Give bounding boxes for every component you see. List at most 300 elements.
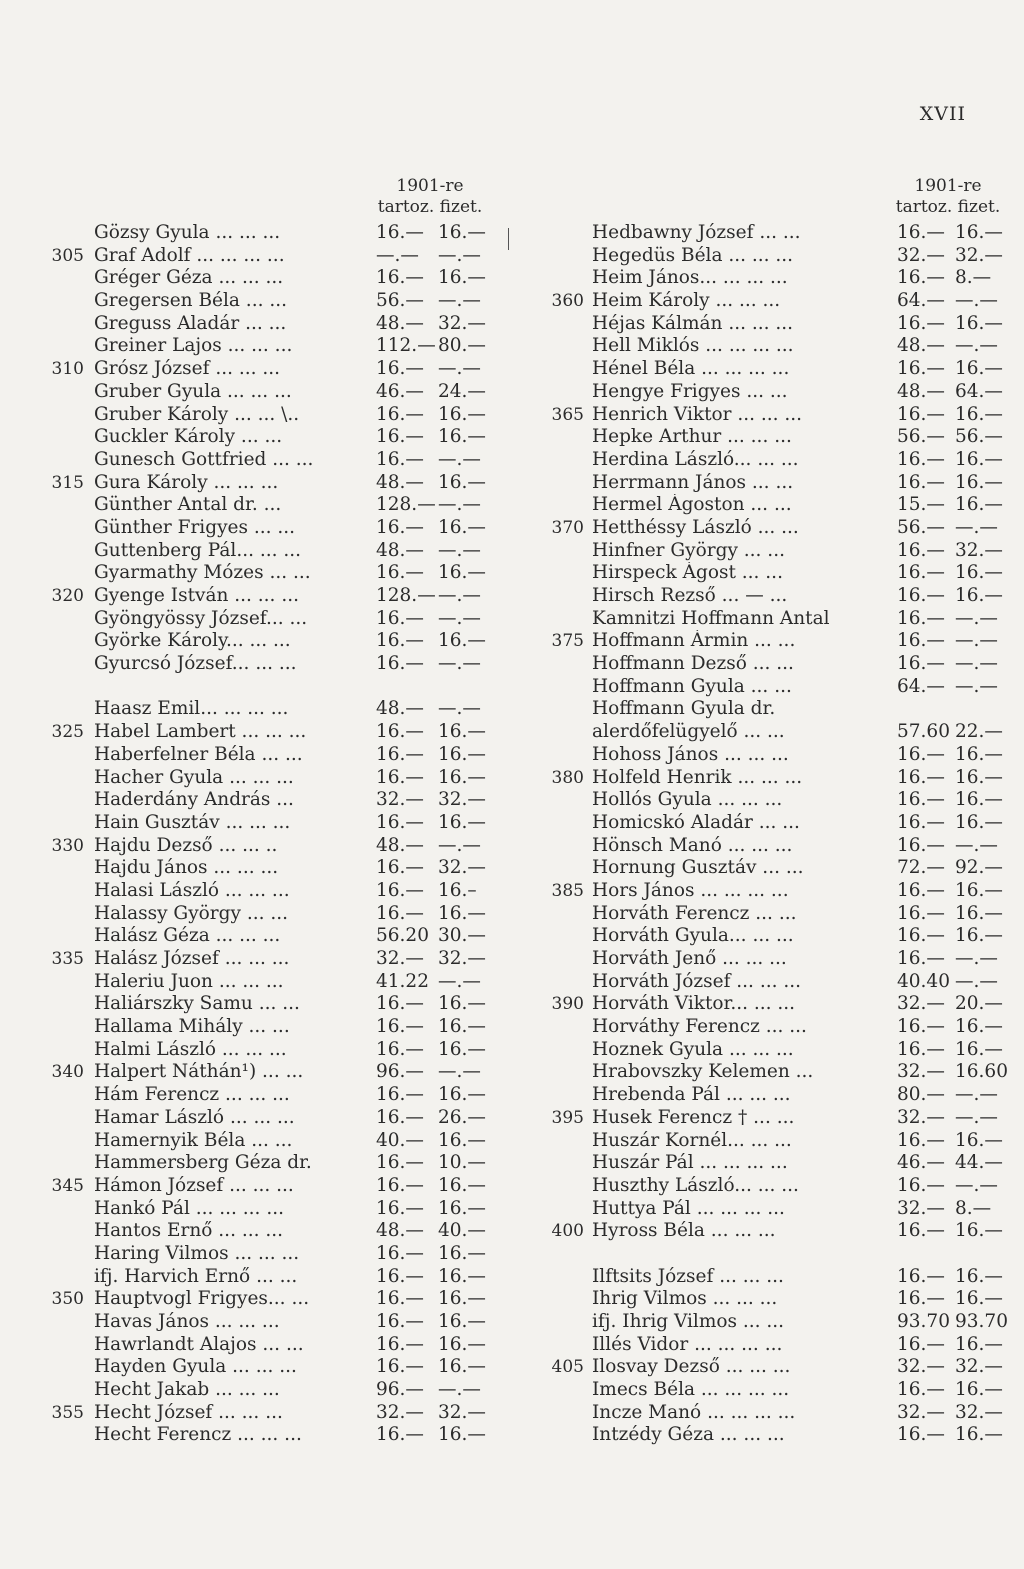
- list-item: [40, 540, 500, 563]
- list-item: [40, 1266, 500, 1289]
- amount-paid: 93.70: [955, 1311, 1008, 1332]
- amount-owed: 16.—: [376, 1242, 424, 1264]
- list-item: [40, 903, 500, 926]
- list-item: [540, 312, 1003, 336]
- amount-paid: 16.—: [955, 789, 1003, 811]
- list-item: [540, 948, 1000, 971]
- entry-number: 340: [51, 1062, 84, 1083]
- list-item: [540, 925, 1003, 948]
- amount-paid: 56.—: [955, 426, 1003, 448]
- list-item: [40, 1061, 500, 1084]
- member-name: Gregersen Béla ... ...: [94, 290, 287, 312]
- member-name: Hecht Ferencz ... ... ...: [94, 1424, 302, 1446]
- list-item: [540, 1016, 1003, 1039]
- amount-paid: 32.—: [955, 1356, 1003, 1378]
- amount-owed: 16.—: [897, 562, 945, 584]
- list-item: [540, 244, 1003, 268]
- member-name: Hénel Béla ... ... ... ...: [592, 358, 790, 380]
- amount-paid: 16.—: [438, 1129, 486, 1151]
- amount-owed: 16.—: [376, 516, 424, 538]
- amount-owed: 48.—: [376, 312, 424, 334]
- header-year: 1901-re: [914, 176, 982, 196]
- list-item: [40, 835, 500, 858]
- member-name: Intzédy Géza ... ... ...: [592, 1424, 785, 1446]
- list-item: [540, 471, 1003, 495]
- list-item: [540, 1129, 1003, 1153]
- amount-owed: 32.—: [897, 1356, 945, 1378]
- list-item: [40, 880, 500, 903]
- header-year: 1901-re: [396, 176, 464, 196]
- amount-owed: 16.—: [376, 879, 424, 901]
- amount-owed: 16.—: [897, 766, 945, 788]
- amount-paid: —.—: [438, 653, 481, 675]
- list-item: [40, 653, 500, 676]
- header-labels: tartoz. fizet.: [895, 197, 1001, 217]
- amount-paid: —.—: [955, 516, 998, 538]
- amount-owed: —.—: [376, 244, 419, 266]
- amount-owed: 16.—: [376, 1152, 424, 1174]
- member-name: Greiner Lajos ... ... ...: [94, 335, 293, 357]
- amount-paid: 16.—: [955, 902, 1003, 924]
- amount-owed: 96.—: [376, 1061, 424, 1083]
- member-name: Hammersberg Géza dr.: [94, 1152, 312, 1174]
- amount-paid: 40.—: [438, 1220, 486, 1242]
- amount-paid: 32.—: [438, 312, 486, 334]
- amount-paid: —.—: [438, 970, 481, 992]
- member-name: Herrmann János ... ...: [592, 471, 794, 493]
- amount-paid: 16.—: [955, 925, 1003, 947]
- amount-owed: 16.—: [376, 1265, 424, 1287]
- amount-owed: 32.—: [897, 1106, 945, 1128]
- list-item: [540, 562, 1003, 585]
- entry-number: 390: [551, 994, 584, 1015]
- amount-owed: 32.—: [897, 244, 945, 266]
- member-name: Haliárszky Samu ... ...: [94, 993, 300, 1015]
- list-item: [540, 267, 1000, 290]
- amount-owed: 16.—: [376, 1016, 424, 1038]
- list-item: [540, 1152, 1003, 1175]
- member-name: Horváth Gyula... ... ...: [592, 925, 794, 947]
- amount-owed: 48.—: [376, 539, 424, 561]
- member-name: Huszár Pál ... ... ... ...: [592, 1152, 788, 1174]
- amount-paid: 32.—: [955, 244, 1003, 266]
- member-name: Hengye Frigyes ... ...: [592, 380, 788, 402]
- amount-owed: 16.—: [897, 448, 945, 470]
- member-name: Haberfelner Béla ... ...: [94, 743, 303, 765]
- list-item: [40, 857, 500, 880]
- amount-owed: 16.—: [376, 403, 424, 425]
- amount-paid: 80.—: [438, 335, 486, 357]
- amount-paid: 16.—: [438, 1333, 486, 1355]
- member-name: Gréger Géza ... ... ...: [94, 267, 284, 289]
- member-name: Horváth Jenő ... ... ...: [592, 948, 787, 969]
- member-name: Gözsy Gyula ... ... ...: [94, 222, 281, 243]
- list-item: [540, 1311, 1008, 1334]
- amount-paid: 16.—: [438, 1265, 486, 1287]
- list-item: [40, 767, 500, 790]
- amount-paid: 24.—: [438, 380, 486, 402]
- amount-owed: 48.—: [897, 335, 945, 357]
- list-item: [40, 1152, 500, 1175]
- member-name: Homicskó Aladár ... ...: [592, 811, 800, 833]
- amount-owed: 32.—: [376, 1401, 424, 1423]
- amount-paid: 16.—: [438, 426, 486, 448]
- amount-paid: 16.—: [955, 1333, 1003, 1355]
- member-name: Graf Adolf ... ... ... ...: [94, 244, 285, 266]
- list-item: [540, 857, 1003, 880]
- member-name: Hoffmann Gyula ... ...: [592, 675, 792, 697]
- list-item: [540, 971, 1000, 994]
- member-name: Hecht Jakab ... ... ...: [94, 1379, 280, 1401]
- member-name: ifj. Ihrig Vilmos ... ...: [592, 1311, 785, 1332]
- amount-paid: 16.—: [955, 222, 1003, 243]
- member-name: Illés Vidor ... ... ... ...: [592, 1333, 783, 1355]
- amount-owed: 16.—: [376, 1197, 424, 1219]
- amount-paid: 16.—: [955, 1424, 1003, 1446]
- entry-number: 400: [551, 1221, 584, 1242]
- list-item: [40, 1039, 500, 1062]
- member-name: Ilftsits József ... ... ...: [592, 1265, 784, 1287]
- amount-owed: 16.—: [376, 630, 424, 652]
- amount-paid: 16.—: [438, 222, 486, 243]
- amount-paid: 16.—: [438, 267, 486, 289]
- member-name: Haring Vilmos ... ... ...: [94, 1242, 300, 1264]
- amount-owed: 16.—: [897, 1333, 945, 1355]
- list-item: [540, 1175, 1000, 1198]
- list-item: [40, 404, 500, 427]
- amount-paid: 16.—: [955, 811, 1003, 833]
- member-name: Henrich Viktor ... ... ...: [592, 403, 803, 425]
- amount-owed: 16.—: [897, 1265, 945, 1287]
- amount-paid: —.—: [955, 970, 998, 992]
- amount-paid: 16.—: [955, 562, 1003, 584]
- entry-number: 395: [551, 1107, 584, 1128]
- list-item: [40, 630, 500, 653]
- list-item: [540, 902, 1003, 926]
- entry-number: 305: [51, 245, 84, 266]
- list-item: [540, 1038, 1003, 1062]
- amount-owed: 16.—: [897, 948, 945, 969]
- amount-paid: 16.—: [438, 1424, 486, 1446]
- amount-owed: 16.—: [897, 1038, 945, 1060]
- list-item: [40, 1107, 500, 1130]
- member-name: Gyarmathy Mózes ... ...: [94, 562, 311, 584]
- list-item: [540, 835, 1000, 858]
- member-name: Hinfner György ... ...: [592, 539, 785, 561]
- amount-owed: 16.—: [897, 222, 945, 243]
- member-name: Gruber Károly ... ... \..: [94, 403, 300, 425]
- amount-owed: 16.—: [376, 1038, 424, 1060]
- member-name: Györke Károly... ... ...: [94, 630, 291, 652]
- amount-paid: 8.—: [955, 1197, 992, 1219]
- list-item: [540, 358, 1003, 381]
- amount-owed: 16.—: [897, 471, 945, 493]
- list-item: [40, 1334, 500, 1357]
- page-number: XVII: [919, 103, 966, 125]
- member-name: Horváthy Ferencz ... ...: [592, 1016, 807, 1038]
- amount-paid: 16.—: [955, 1288, 1003, 1310]
- amount-paid: 16.—: [955, 1016, 1003, 1038]
- member-name: Hecht József ... ... ...: [94, 1401, 283, 1423]
- list-item: [540, 1198, 1000, 1221]
- amount-paid: 16.—: [438, 766, 486, 788]
- amount-owed: 41.22: [376, 970, 429, 992]
- list-item: [40, 993, 500, 1016]
- amount-paid: —.—: [955, 335, 998, 357]
- entry-number: 370: [551, 517, 584, 538]
- member-name: Hedbawny József ... ...: [592, 222, 801, 243]
- member-name: Greguss Aladár ... ...: [94, 312, 287, 334]
- list-item: [540, 1107, 1000, 1130]
- amount-owed: 16.—: [897, 1379, 945, 1401]
- list-item: [40, 1402, 500, 1425]
- amount-owed: 16.—: [897, 1016, 945, 1038]
- list-item: [540, 426, 1003, 449]
- list-item: [540, 335, 1000, 358]
- amount-paid: —.—: [438, 1379, 481, 1401]
- entry-number: 315: [51, 472, 84, 493]
- list-item: [40, 789, 500, 812]
- amount-owed: 16.—: [376, 1424, 424, 1446]
- amount-paid: 16.—: [955, 879, 1003, 901]
- amount-paid: 32.—: [438, 857, 486, 879]
- amount-owed: 16.—: [897, 539, 945, 561]
- member-name: Gura Károly ... ... ...: [94, 471, 279, 493]
- list-item: [540, 993, 1003, 1016]
- amount-owed: 64.—: [897, 675, 945, 697]
- amount-owed: 16.—: [897, 879, 945, 901]
- entry-number: 365: [551, 404, 584, 425]
- list-item: [540, 811, 1003, 835]
- list-item: [540, 1061, 1008, 1084]
- amount-paid: 16.—: [955, 1129, 1003, 1151]
- entry-number: 325: [51, 722, 84, 743]
- list-item: [40, 335, 500, 358]
- amount-paid: 16.—: [438, 743, 486, 765]
- member-name: Hyross Béla ... ... ...: [592, 1220, 776, 1242]
- list-item: [540, 630, 1000, 653]
- amount-paid: —.—: [438, 358, 481, 380]
- member-name: Hirsch Rezső ... — ...: [592, 585, 788, 606]
- member-name: Ilosvay Dezső ... ... ...: [592, 1356, 791, 1378]
- member-name: Gunesch Gottfried ... ...: [94, 448, 314, 470]
- member-name: Günther Frigyes ... ...: [94, 516, 296, 538]
- amount-paid: —.—: [955, 290, 998, 312]
- amount-paid: 16.—: [438, 1242, 486, 1264]
- amount-paid: 16.—: [955, 403, 1003, 425]
- entry-number: 350: [51, 1289, 84, 1310]
- list-item: [40, 472, 500, 495]
- member-name: Hornung Gusztáv ... ...: [592, 857, 804, 879]
- list-item: [540, 380, 1003, 404]
- member-name: Hrebenda Pál ... ... ...: [592, 1084, 791, 1106]
- amount-owed: 16.—: [897, 925, 945, 947]
- amount-owed: 16.—: [897, 607, 945, 629]
- amount-owed: 16.—: [376, 743, 424, 765]
- amount-paid: 16.—: [955, 766, 1003, 788]
- amount-owed: 16.—: [897, 267, 945, 289]
- member-name: Héjas Kálmán ... ... ...: [592, 312, 794, 334]
- list-item: [40, 1356, 500, 1379]
- amount-owed: 128.—: [376, 494, 436, 516]
- amount-paid: 16.—: [438, 721, 486, 743]
- amount-paid: 16.—: [438, 630, 486, 652]
- member-name: Hell Miklós ... ... ... ...: [592, 335, 794, 357]
- amount-paid: 16.—: [438, 1356, 486, 1378]
- amount-owed: 48.—: [376, 698, 424, 720]
- entry-number: 345: [51, 1175, 84, 1196]
- column-divider: [508, 228, 509, 250]
- member-name: Hetthéssy László ... ...: [592, 516, 799, 538]
- member-name: Hacher Gyula ... ... ...: [94, 766, 294, 788]
- member-name: Gyenge István ... ... ...: [94, 585, 299, 606]
- list-item: [40, 290, 500, 313]
- member-name: Herdina László... ... ...: [592, 448, 799, 470]
- right-column-header: [888, 176, 1008, 218]
- list-item: [540, 879, 1003, 903]
- left-entries: [40, 222, 500, 1447]
- member-name: Hoffmann Gyula dr.: [592, 698, 776, 720]
- member-name: Halpert Náthán¹) ... ...: [94, 1061, 304, 1083]
- amount-owed: 57.60: [897, 721, 950, 743]
- amount-owed: 16.—: [376, 562, 424, 584]
- member-name: Halász József ... ... ...: [94, 948, 290, 969]
- list-item: [540, 448, 1003, 472]
- list-item: [40, 358, 500, 381]
- list-item: [540, 1379, 1003, 1402]
- entry-number: 310: [51, 359, 84, 380]
- member-name: Hepke Arthur ... ... ...: [592, 426, 792, 448]
- member-name: Hauptvogl Frigyes... ...: [94, 1288, 310, 1310]
- member-name: Haderdány András ...: [94, 789, 294, 811]
- entry-number: 320: [51, 586, 84, 606]
- list-item: [40, 1220, 500, 1243]
- amount-paid: 16.—: [955, 494, 1003, 516]
- amount-owed: 16.—: [897, 358, 945, 380]
- member-name: Hamernyik Béla ... ...: [94, 1129, 293, 1151]
- member-name: Imecs Béla ... ... ... ...: [592, 1379, 790, 1401]
- amount-paid: —.—: [955, 834, 998, 856]
- left-column-header: [370, 176, 490, 218]
- amount-owed: 16.—: [897, 1424, 945, 1446]
- list-item: [40, 562, 500, 585]
- member-name: Guttenberg Pál... ... ...: [94, 539, 302, 561]
- amount-owed: 16.—: [376, 1106, 424, 1128]
- member-name: Hajdu János ... ... ...: [94, 857, 279, 879]
- list-item: [540, 676, 1000, 699]
- entry-number: 385: [551, 880, 584, 901]
- amount-owed: 32.—: [376, 948, 424, 969]
- list-item: [40, 449, 500, 472]
- list-item: [40, 1288, 500, 1311]
- list-item: [40, 1311, 500, 1334]
- member-name: Hohoss János ... ... ...: [592, 743, 789, 765]
- list-item: [40, 426, 500, 449]
- list-item: [40, 948, 500, 971]
- amount-paid: —.—: [955, 1084, 998, 1106]
- member-name: Gyurcsó József... ... ...: [94, 653, 297, 675]
- amount-paid: —.—: [955, 675, 998, 697]
- amount-owed: 16.—: [376, 267, 424, 289]
- amount-owed: 16.—: [897, 312, 945, 334]
- member-name: Hain Gusztáv ... ... ...: [94, 811, 291, 833]
- list-item: [540, 1333, 1003, 1357]
- list-item: [540, 1265, 1003, 1289]
- member-name: Hamar László ... ... ...: [94, 1106, 295, 1128]
- list-item: [40, 1198, 500, 1221]
- list-item: [40, 698, 500, 721]
- amount-paid: —.—: [955, 1174, 998, 1196]
- amount-paid: 16.—: [955, 1038, 1003, 1060]
- amount-paid: —.—: [438, 494, 481, 516]
- amount-paid: —.—: [438, 607, 481, 629]
- amount-paid: 16.—: [955, 1220, 1003, 1242]
- member-name: Hirspeck Ágost ... ...: [592, 562, 783, 584]
- amount-owed: 32.—: [897, 993, 945, 1015]
- amount-owed: 16.—: [376, 448, 424, 470]
- amount-paid: 16.—: [955, 471, 1003, 493]
- amount-owed: 46.—: [376, 380, 424, 402]
- amount-paid: 64.—: [955, 380, 1003, 402]
- amount-owed: 16.—: [376, 1084, 424, 1106]
- list-item: [540, 766, 1003, 790]
- amount-paid: 16.—: [438, 993, 486, 1015]
- list-item: [540, 290, 1000, 313]
- amount-paid: 16.60: [955, 1061, 1008, 1083]
- amount-owed: 16.—: [376, 1174, 424, 1196]
- member-name: Hoznek Gyula ... ... ...: [592, 1038, 794, 1060]
- member-name: Horváth Ferencz ... ...: [592, 902, 797, 924]
- amount-owed: 16.—: [376, 1288, 424, 1310]
- amount-paid: 26.—: [438, 1106, 486, 1128]
- amount-owed: 16.—: [376, 721, 424, 743]
- list-item: [540, 653, 1000, 676]
- amount-paid: 16.—: [438, 1174, 486, 1196]
- list-item: [540, 1220, 1003, 1243]
- list-item: [540, 585, 1003, 608]
- amount-owed: 96.—: [376, 1379, 424, 1401]
- entry-number: 355: [51, 1402, 84, 1423]
- amount-paid: —.—: [438, 539, 481, 561]
- amount-owed: 128.—: [376, 585, 436, 606]
- list-item: [40, 267, 500, 290]
- amount-paid: 16.—: [438, 902, 486, 924]
- list-item: [540, 721, 1003, 744]
- amount-owed: 16.—: [897, 630, 945, 652]
- amount-paid: —.—: [955, 653, 998, 675]
- amount-paid: 16.—: [438, 471, 486, 493]
- member-name: Halassy György ... ...: [94, 902, 288, 924]
- amount-paid: 20.—: [955, 993, 1003, 1015]
- amount-paid: —.—: [955, 1106, 998, 1128]
- member-name: Guckler Károly ... ...: [94, 426, 283, 448]
- amount-owed: 64.—: [897, 290, 945, 312]
- amount-paid: —.—: [955, 607, 998, 629]
- member-name: Hám Ferencz ... ... ...: [94, 1084, 290, 1106]
- list-item: [40, 1424, 500, 1447]
- list-item: [540, 494, 1003, 517]
- list-item: [40, 1084, 500, 1107]
- amount-paid: 30.—: [438, 925, 486, 947]
- amount-owed: 40.40: [897, 970, 950, 992]
- amount-paid: —.—: [955, 948, 998, 969]
- amount-paid: 16.—: [955, 358, 1003, 380]
- amount-owed: 16.—: [376, 811, 424, 833]
- list-item: [40, 381, 500, 404]
- amount-owed: 16.—: [376, 857, 424, 879]
- amount-owed: 32.—: [897, 1197, 945, 1219]
- member-name: Gyöngyössy József... ...: [94, 607, 308, 629]
